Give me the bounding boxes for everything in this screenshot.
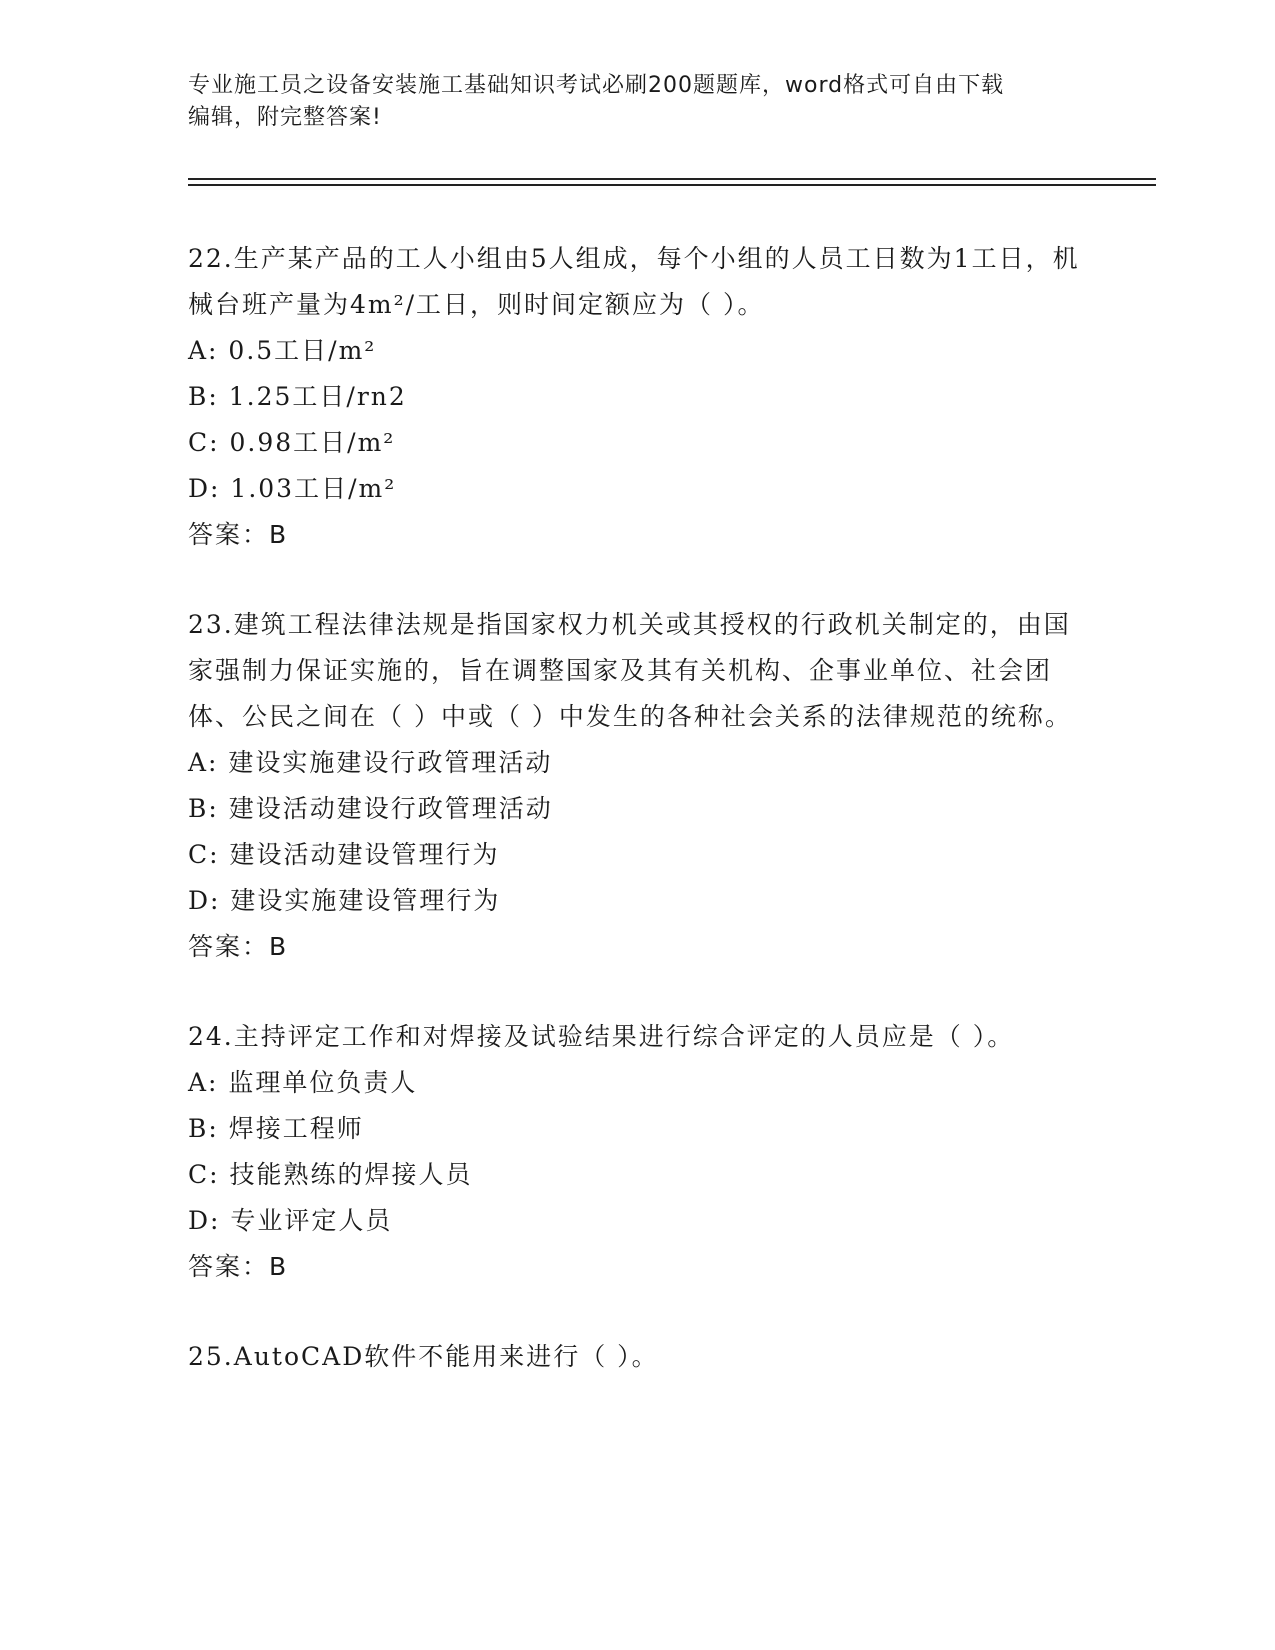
option-a: A: 0.5工日/m² bbox=[188, 336, 377, 365]
question-stem: 24.主持评定工作和对焊接及试验结果进行综合评定的人员应是（ ）。 bbox=[188, 1022, 1015, 1051]
option-a: A: 监理单位负责人 bbox=[188, 1068, 418, 1097]
option-d: D: 建设实施建设管理行为 bbox=[188, 886, 501, 915]
header-rule-bottom bbox=[188, 184, 1156, 186]
question-list bbox=[188, 236, 1088, 1424]
option-a: A: 建设实施建设行政管理活动 bbox=[188, 748, 553, 777]
option-b: B: 1.25工日/rn2 bbox=[188, 382, 407, 411]
option-c: C: 0.98工日/m² bbox=[188, 428, 396, 457]
answer-line: 答案：B bbox=[188, 932, 289, 961]
answer-line: 答案：B bbox=[188, 1252, 289, 1281]
option-b: B: 焊接工程师 bbox=[188, 1114, 364, 1143]
question-stem: 23.建筑工程法律法规是指国家权力机关或其授权的行政机关制定的，由国家强制力保证实施的，旨在调整国家及其有关机构、企事业单位、社会团体、公民之间在（ ）中或（ ）中发生的各种社会关系的法律规范的统称。 bbox=[188, 610, 1072, 731]
option-c: C: 技能熟练的焊接人员 bbox=[188, 1160, 473, 1189]
option-d: D: 1.03工日/m² bbox=[188, 474, 397, 503]
question-23 bbox=[188, 602, 1088, 970]
option-d: D: 专业评定人员 bbox=[188, 1206, 393, 1235]
question-25 bbox=[188, 1334, 1088, 1380]
option-c: C: 建设活动建设管理行为 bbox=[188, 840, 500, 869]
header-rule-top bbox=[188, 178, 1156, 180]
answer-line: 答案：B bbox=[188, 520, 289, 549]
header-title-line-1: 专业施工员之设备安装施工基础知识考试必刷200题题库，word格式可自由下载 bbox=[188, 73, 1005, 98]
header-title-line-2: 编辑，附完整答案! bbox=[188, 105, 382, 130]
question-24 bbox=[188, 1014, 1088, 1290]
question-stem: 25.AutoCAD软件不能用来进行（ ）。 bbox=[188, 1342, 659, 1371]
option-b: B: 建设活动建设行政管理活动 bbox=[188, 794, 553, 823]
question-stem: 22.生产某产品的工人小组由5人组成，每个小组的人员工日数为1工日，机械台班产量为4m²/工日，则时间定额应为（ ）。 bbox=[188, 244, 1080, 319]
question-22 bbox=[188, 236, 1088, 558]
document-header bbox=[188, 70, 1068, 134]
